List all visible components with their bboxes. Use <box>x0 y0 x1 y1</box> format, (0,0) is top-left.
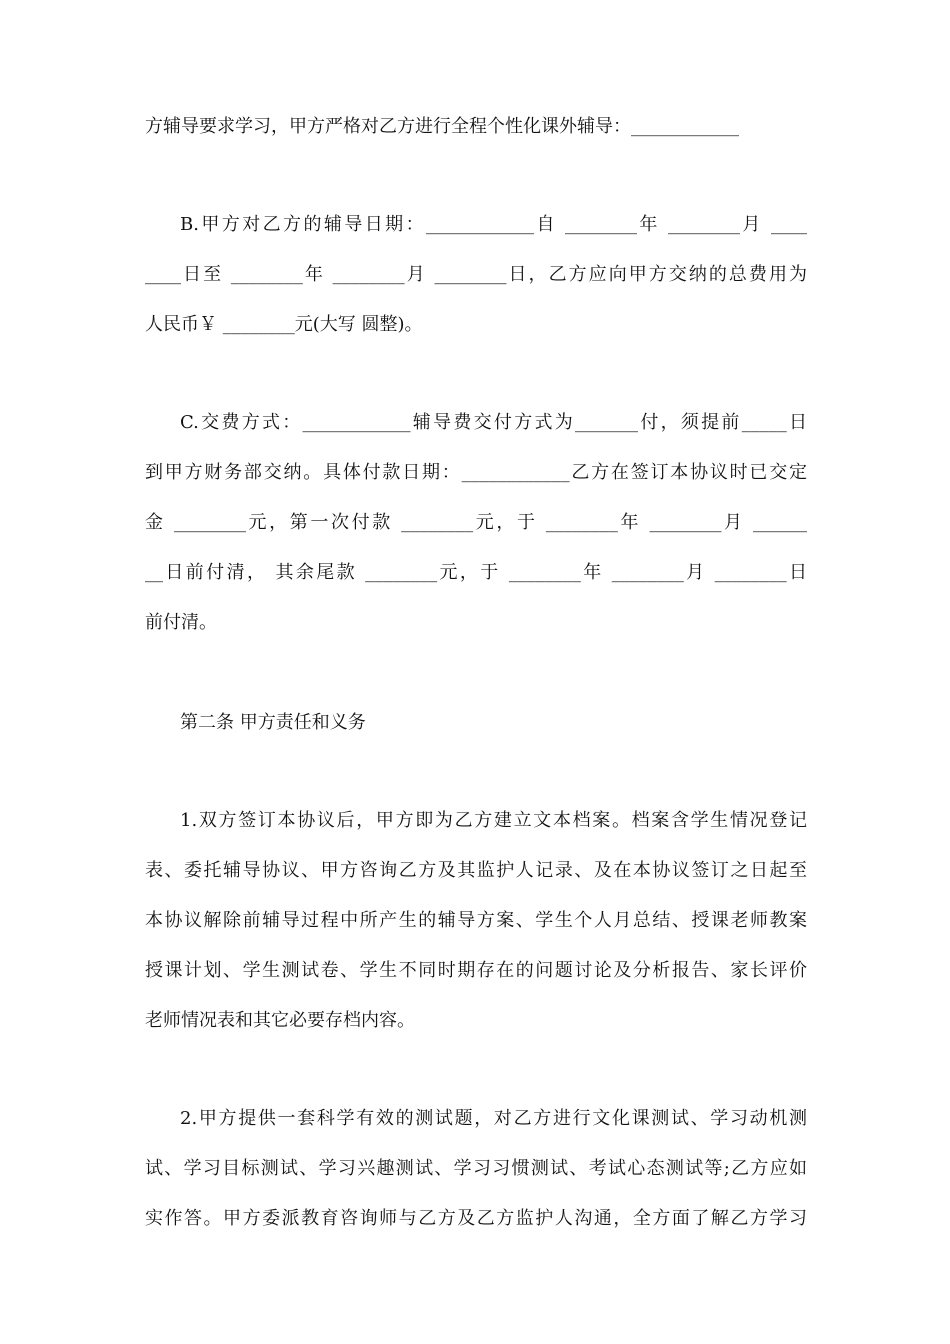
section-b-line: B.甲方对乙方的辅导日期：____________自 ________年 ________月 ____ <box>180 214 807 235</box>
text-line: __日前付清， 其余尾款 ________元，于 ________年 ________月 ________日 <box>145 562 807 583</box>
clause-1-line: 1.双方签订本协议后，甲方即为乙方建立文本档案。档案含学生情况登记 <box>180 810 807 831</box>
section-c-line: C.交费方式：____________辅导费交付方式为_______付，须提前_____日 <box>180 412 807 433</box>
text-line: 老师情况表和其它必要存档内容。 <box>145 1010 415 1031</box>
text-line: 试、学习目标测试、学习兴趣测试、学习习惯测试、考试心态测试等;乙方应如 <box>145 1158 807 1179</box>
text-line: 前付清。 <box>145 612 217 633</box>
text-line: ____日至 ________年 ________月 ________日，乙方应向甲方交纳的总费用为 <box>145 264 807 285</box>
text-line: 表、委托辅导协议、甲方咨询乙方及其监护人记录、及在本协议签订之日起至 <box>145 860 807 881</box>
text-line: 本协议解除前辅导过程中所产生的辅导方案、学生个人月总结、授课老师教案 <box>145 910 807 931</box>
text-line: 金 ________元，第一次付款 ________元，于 ________年 ________月 ______ <box>145 512 807 533</box>
text-line: 到甲方财务部交纳。具体付款日期：____________乙方在签订本协议时已交定 <box>145 462 807 483</box>
text-line: 实作答。甲方委派教育咨询师与乙方及乙方监护人沟通，全方面了解乙方学习 <box>145 1208 807 1229</box>
clause-2-line: 2.甲方提供一套科学有效的测试题，对乙方进行文化课测试、学习动机测 <box>180 1108 807 1129</box>
text-line: 方辅导要求学习，甲方严格对乙方进行全程个性化课外辅导：____________ <box>145 116 739 137</box>
text-line: 授课计划、学生测试卷、学生不同时期存在的问题讨论及分析报告、家长评价 <box>145 960 807 981</box>
text-line: 人民币￥ ________元(大写 圆整)。 <box>145 314 423 335</box>
article-heading: 第二条 甲方责任和义务 <box>180 712 366 733</box>
